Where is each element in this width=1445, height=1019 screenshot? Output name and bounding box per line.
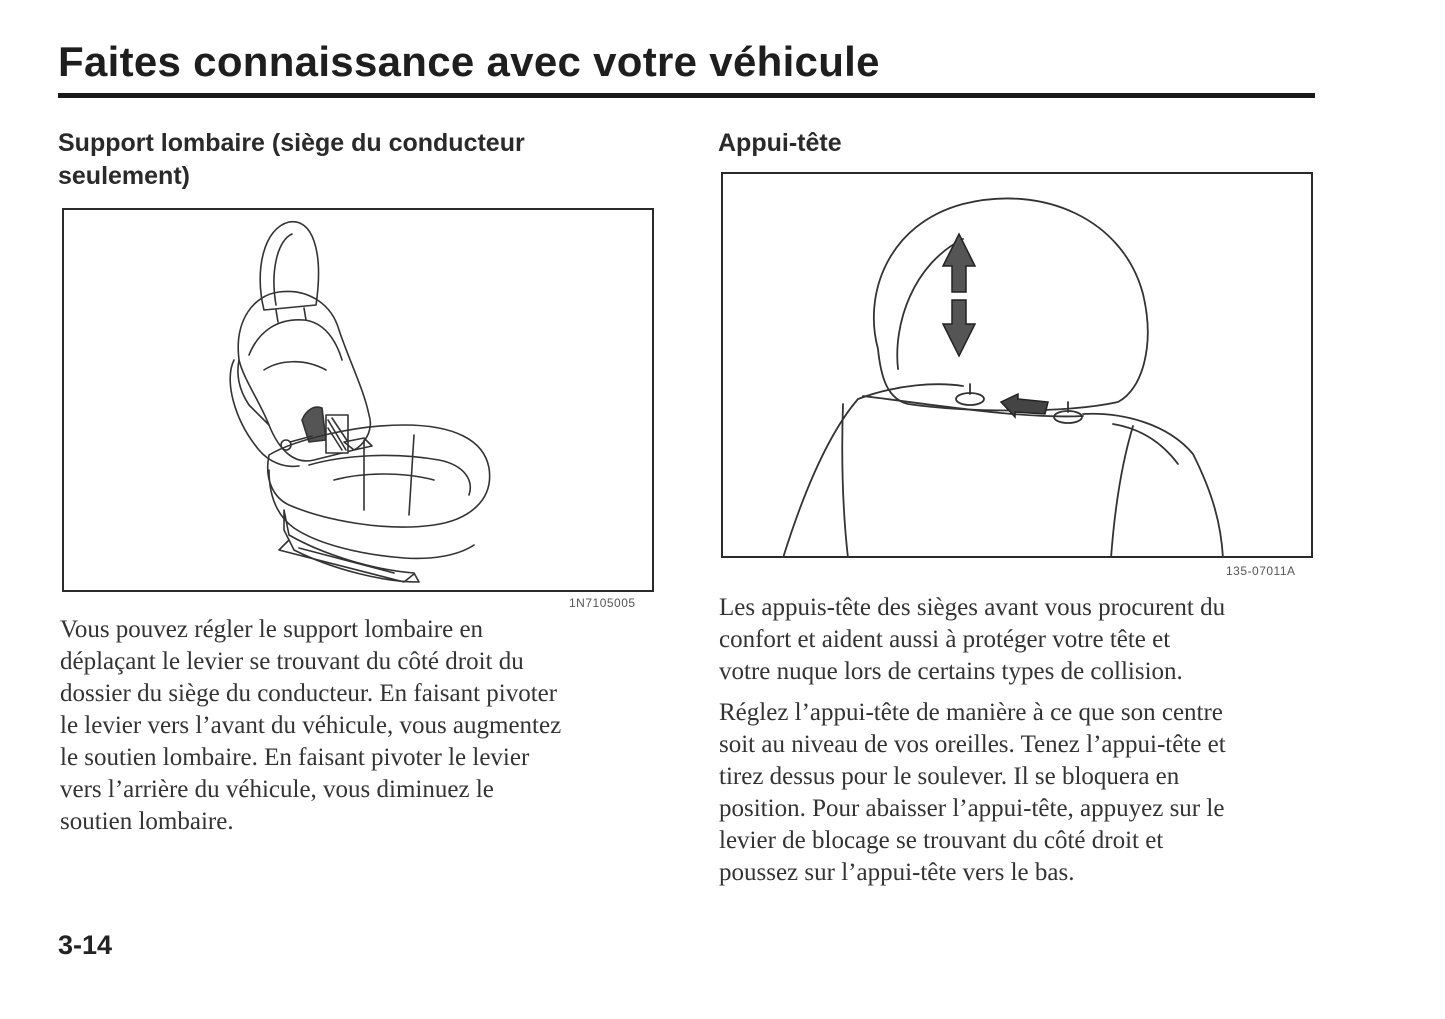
headrest-p2-line-2: soit au niveau de vos oreilles. Tenez l’appui-tête et xyxy=(719,731,1226,758)
lumbar-line-7: soutien lombaire. xyxy=(60,808,234,835)
headrest-p1-line-3: votre nuque lors de certains types de collision. xyxy=(719,658,1183,685)
headrest-p2-line-3: tirez dessus pour le soulever. Il se bloquera en xyxy=(719,763,1180,790)
headrest-p2-line-4: position. Pour abaisser l’appui-tête, appuyez sur le xyxy=(719,795,1225,822)
page-number: 3-14 xyxy=(58,930,113,960)
lumbar-line-2: déplaçant le levier se trouvant du côté droit du xyxy=(60,648,524,675)
seat-illustration xyxy=(64,210,654,592)
headrest-p2-line-1: Réglez l’appui-tête de manière à ce que son centre xyxy=(719,699,1223,726)
lumbar-line-4: le levier vers l’avant du véhicule, vous augmentez xyxy=(60,712,562,739)
seat-illustration-figure xyxy=(62,208,654,592)
lumbar-support-heading xyxy=(58,127,525,193)
lumbar-heading-line-2: seulement) xyxy=(58,162,190,190)
headrest-paragraph-2 xyxy=(719,697,1329,889)
headrest-heading: Appui-tête xyxy=(718,129,842,157)
headrest-figure-code: 135-07011A xyxy=(1226,564,1296,578)
headrest-illustration-figure xyxy=(721,172,1313,558)
title-divider xyxy=(58,93,1315,98)
headrest-p2-line-5: levier de blocage se trouvant du côté droit et xyxy=(719,827,1164,854)
headrest-p1-line-1: Les appuis-tête des sièges avant vous procurent du xyxy=(719,594,1226,621)
headrest-illustration xyxy=(723,174,1313,558)
lumbar-line-1: Vous pouvez régler le support lombaire en xyxy=(60,616,484,643)
lumbar-paragraph xyxy=(60,614,660,838)
lumbar-heading-line-1: Support lombaire (siège du conducteur xyxy=(58,129,525,157)
headrest-p2-line-6: poussez sur l’appui-tête vers le bas. xyxy=(719,859,1075,886)
seat-figure-code: 1N7105005 xyxy=(569,596,636,610)
lumbar-line-5: le soutien lombaire. En faisant pivoter le levier xyxy=(60,744,530,771)
headrest-p1-line-2: confort et aident aussi à protéger votre tête et xyxy=(719,626,1171,653)
headrest-paragraph-1 xyxy=(719,592,1329,688)
page-title: Faites connaissance avec votre véhicule xyxy=(58,38,880,85)
lumbar-line-3: dossier du siège du conducteur. En faisant pivoter xyxy=(60,680,558,707)
lumbar-line-6: vers l’arrière du véhicule, vous diminuez le xyxy=(60,776,494,803)
